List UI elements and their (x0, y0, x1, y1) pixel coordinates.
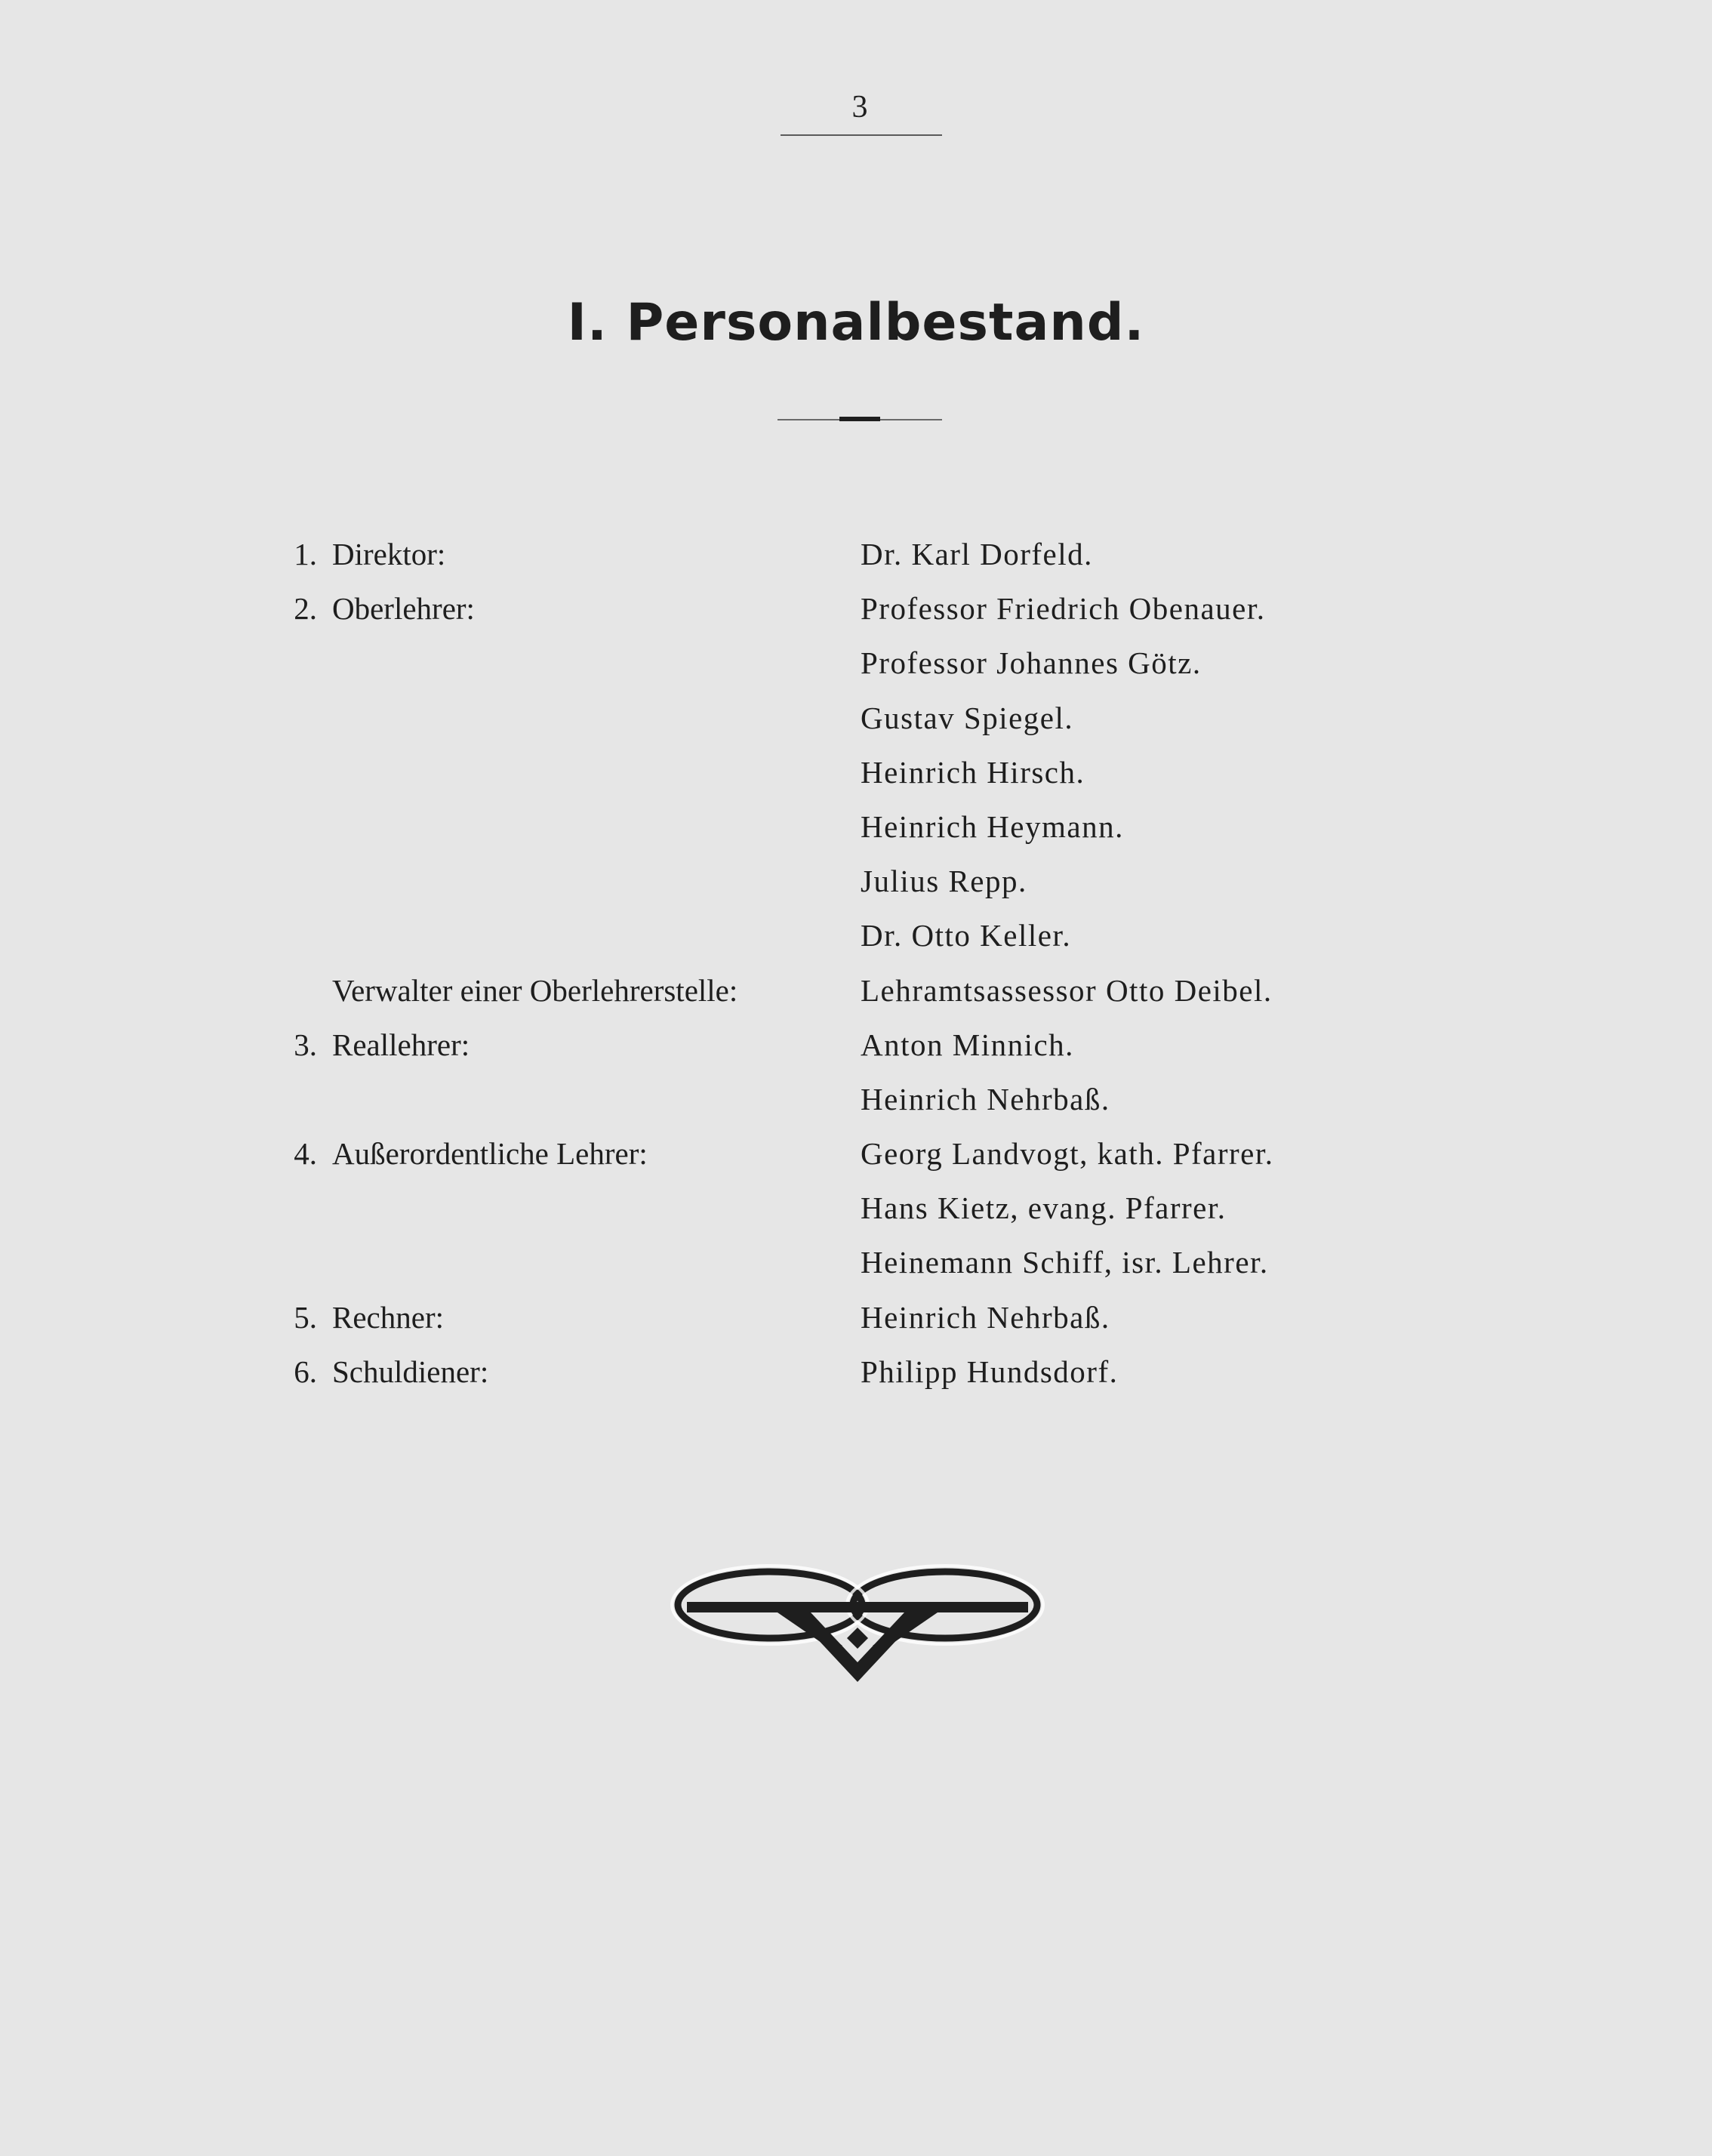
roster-row (0, 754, 1712, 808)
roster-person: Heinrich Hirsch. (861, 754, 1085, 790)
heading-divider-center (839, 417, 880, 421)
roster-role: Reallehrer: (332, 1027, 470, 1062)
roster-row (0, 917, 1712, 972)
roster-role: Außerordentliche Lehrer: (332, 1136, 648, 1172)
roster-row (0, 700, 1712, 754)
roster-person: Dr. Karl Dorfeld. (861, 537, 1093, 571)
roster-row (0, 645, 1712, 699)
roster-row (0, 1244, 1712, 1298)
roster-person: Heinemann Schiff, isr. Lehrer. (861, 1245, 1269, 1280)
roster-person: Professor Friedrich Obenauer. (861, 591, 1266, 627)
roster-role: Rechner: (332, 1299, 444, 1335)
roster-row (0, 590, 1712, 645)
roster-number: 1. (294, 537, 317, 571)
roster-person: Hans Kietz, evang. Pfarrer. (861, 1190, 1227, 1226)
roster-person: Gustav Spiegel. (861, 700, 1074, 735)
staff-roster (0, 536, 1712, 1408)
roster-row (0, 1081, 1712, 1135)
roster-row (0, 1135, 1712, 1190)
roster-person: Georg Landvogt, kath. Pfarrer. (861, 1136, 1274, 1172)
roster-person: Dr. Otto Keller. (861, 918, 1072, 953)
roster-row (0, 972, 1712, 1027)
roster-person: Heinrich Nehrbaß. (861, 1299, 1110, 1335)
section-heading: I. Personalbestand. (567, 293, 1145, 353)
roster-role: Direktor: (332, 537, 446, 571)
roster-person: Heinrich Nehrbaß. (861, 1081, 1110, 1116)
roster-row (0, 863, 1712, 917)
end-ornament-icon (664, 1555, 1051, 1691)
roster-person: Heinrich Heymann. (861, 808, 1124, 844)
roster-number: 6. (294, 1354, 317, 1389)
roster-person: Lehramtsassessor Otto Deibel. (861, 972, 1273, 1008)
roster-number: 2. (294, 591, 317, 627)
roster-number: 3. (294, 1027, 317, 1062)
roster-row (0, 536, 1712, 590)
roster-role: Oberlehrer: (332, 591, 475, 627)
roster-person: Professor Johannes Götz. (861, 645, 1202, 681)
roster-person: Anton Minnich. (861, 1027, 1074, 1062)
roster-row (0, 1190, 1712, 1244)
page-number: 3 (851, 90, 868, 125)
roster-row (0, 1299, 1712, 1354)
roster-person: Philipp Hundsdorf. (861, 1354, 1119, 1389)
roster-number: 4. (294, 1136, 317, 1172)
page-number-rule (781, 134, 942, 136)
roster-person: Julius Repp. (861, 864, 1027, 899)
roster-row (0, 1354, 1712, 1408)
roster-number: 5. (294, 1299, 317, 1335)
roster-role: Schuldiener: (332, 1354, 489, 1389)
roster-role: Verwalter einer Oberlehrerstelle: (332, 972, 738, 1008)
roster-row (0, 1027, 1712, 1081)
roster-row (0, 808, 1712, 863)
